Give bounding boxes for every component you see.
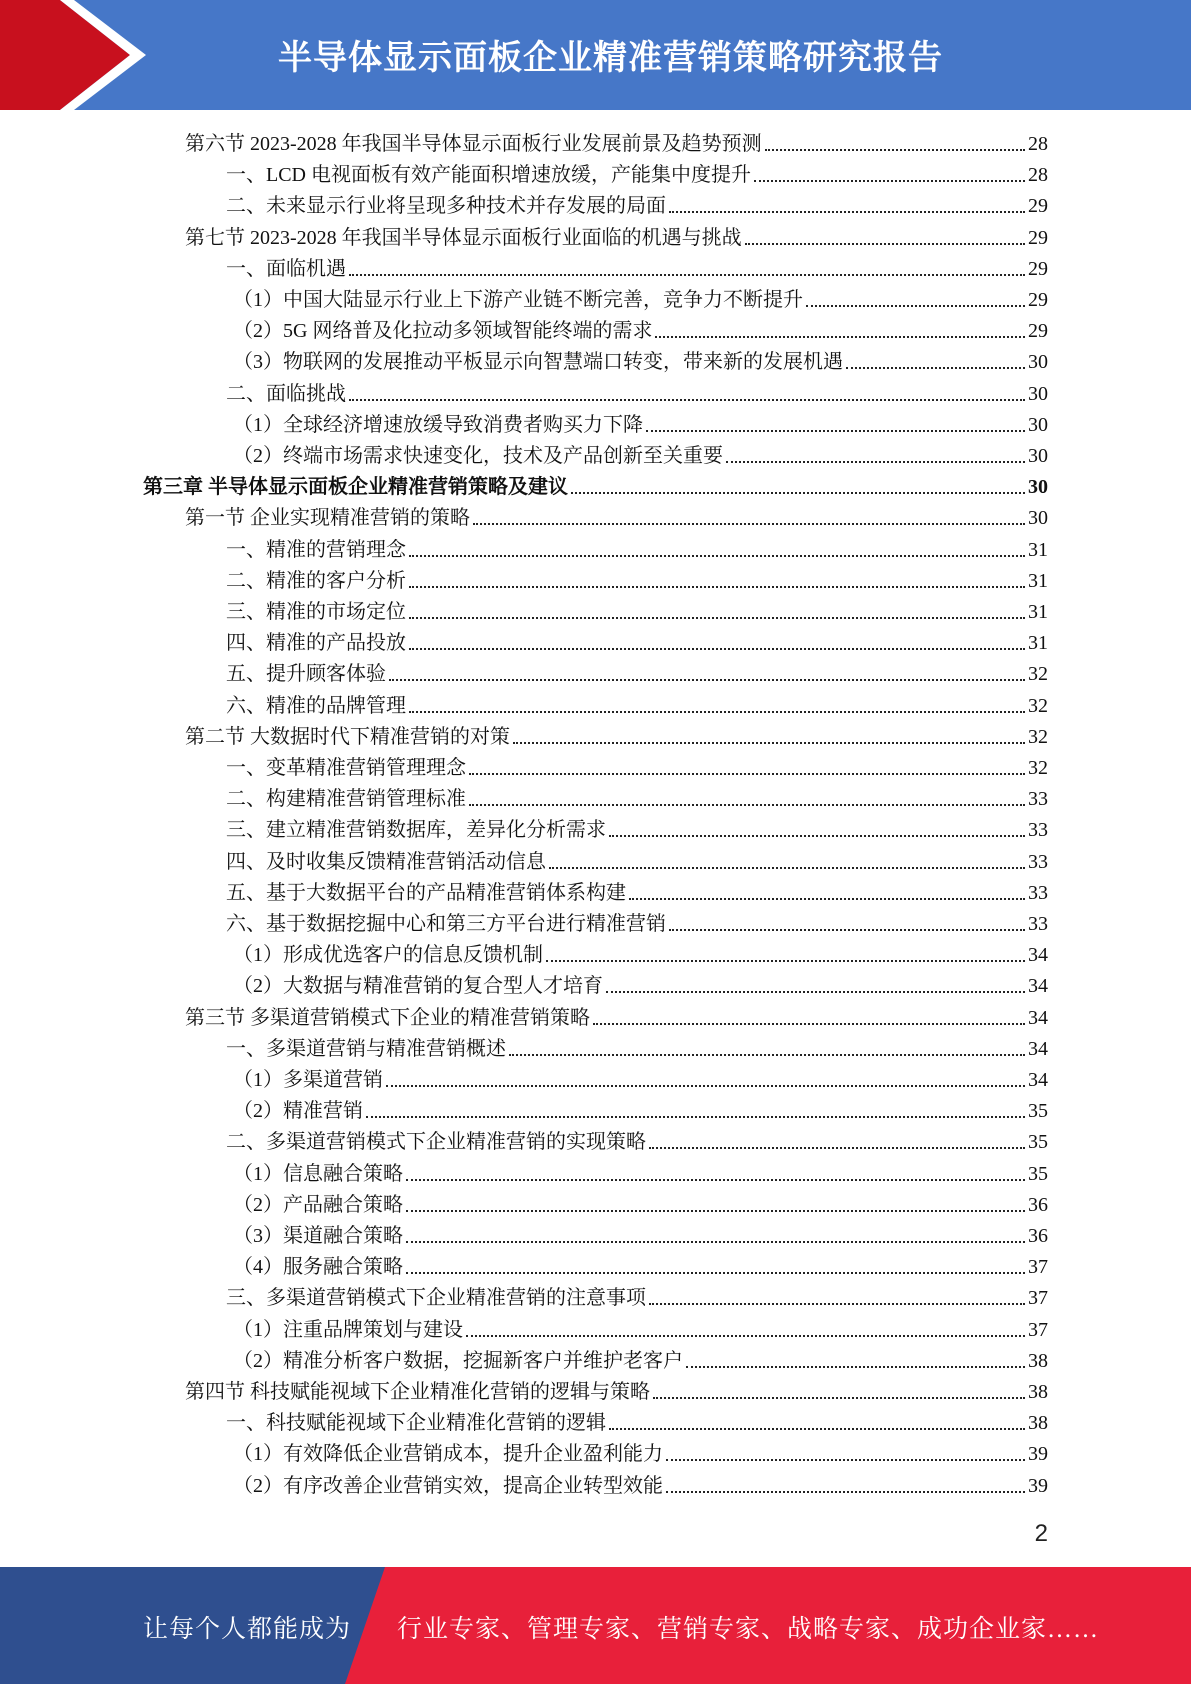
- toc-entry-title: 四、精准的产品投放: [226, 632, 406, 655]
- toc-entry[interactable]: [226, 564, 1048, 595]
- toc-dot-leader: [406, 1272, 1025, 1274]
- toc-entry-title: 二、构建精准营销管理标准: [226, 788, 466, 811]
- toc-entry-page: 31: [1028, 601, 1048, 623]
- toc-entry-page: 29: [1028, 257, 1048, 280]
- toc-entry[interactable]: [233, 1094, 1048, 1125]
- toc-entry[interactable]: [233, 314, 1048, 345]
- toc-entry-title: （1）中国大陆显示行业上下游产业链不断完善，竞争力不断提升: [233, 289, 803, 311]
- toc-entry[interactable]: [233, 1219, 1048, 1250]
- toc-entry[interactable]: [226, 1406, 1048, 1437]
- toc-dot-leader: [366, 1116, 1025, 1118]
- toc-entry[interactable]: [185, 127, 1048, 158]
- toc-entry-page: 31: [1028, 632, 1048, 655]
- toc-entry[interactable]: [233, 345, 1048, 376]
- toc-dot-leader: [406, 1241, 1025, 1243]
- toc-entry-page: 33: [1028, 881, 1048, 904]
- toc-dot-leader: [409, 648, 1025, 650]
- toc-entry[interactable]: [185, 221, 1048, 252]
- toc-entry[interactable]: [185, 720, 1048, 751]
- toc-dot-leader: [349, 274, 1025, 276]
- toc-dot-leader: [469, 804, 1025, 806]
- toc-entry-page: 30: [1028, 382, 1048, 405]
- toc-dot-leader: [609, 835, 1025, 837]
- toc-entry[interactable]: [226, 876, 1048, 907]
- toc-entry-page: 32: [1028, 663, 1048, 686]
- toc-entry-title: 三、精准的市场定位: [226, 601, 406, 623]
- toc-entry-title: 一、变革精准营销管理理念: [226, 757, 466, 779]
- toc-entry[interactable]: [226, 657, 1048, 688]
- toc-entry-page: 33: [1028, 788, 1048, 811]
- toc-entry-title: 四、及时收集反馈精准营销活动信息: [226, 850, 546, 873]
- toc-entry-page: 34: [1028, 1037, 1048, 1060]
- toc-dot-leader: [669, 211, 1025, 213]
- toc-entry-page: 38: [1028, 1349, 1048, 1372]
- toc-entry[interactable]: [226, 1125, 1048, 1156]
- toc-entry-page: 33: [1028, 850, 1048, 873]
- toc-entry[interactable]: [143, 470, 1048, 501]
- toc-entry-title: 第一节 企业实现精准营销的策略: [185, 507, 470, 530]
- toc-entry-title: 二、精准的客户分析: [226, 569, 406, 592]
- toc-dot-leader: [513, 742, 1025, 744]
- toc-entry-title: （3）物联网的发展推动平板显示向智慧端口转变，带来新的发展机遇: [233, 351, 843, 374]
- toc-entry-page: 34: [1028, 1069, 1048, 1091]
- toc-dot-leader: [609, 1428, 1025, 1430]
- toc-dot-leader: [409, 711, 1025, 713]
- toc-dot-leader: [389, 679, 1025, 681]
- toc-entry-title: 二、多渠道营销模式下企业精准营销的实现策略: [226, 1131, 646, 1154]
- toc-entry[interactable]: [233, 408, 1048, 439]
- toc-entry-title: 第二节 大数据时代下精准营销的对策: [185, 725, 510, 748]
- toc-dot-leader: [646, 430, 1025, 432]
- toc-entry-page: 31: [1028, 569, 1048, 592]
- toc-dot-leader: [549, 867, 1025, 869]
- toc-entry[interactable]: [233, 1063, 1048, 1094]
- toc-dot-leader: [473, 523, 1025, 525]
- toc-entry-title: 一、精准的营销理念: [226, 538, 406, 561]
- toc-entry-page: 30: [1028, 351, 1048, 374]
- toc-entry[interactable]: [226, 533, 1048, 564]
- toc-dot-leader: [349, 399, 1025, 401]
- toc-entry-title: （4）服务融合策略: [233, 1256, 403, 1279]
- toc-entry-title: （2）精准营销: [233, 1100, 363, 1123]
- toc-entry-title: （3）渠道融合策略: [233, 1225, 403, 1247]
- toc-entry-page: 30: [1028, 445, 1048, 467]
- toc-entry-page: 28: [1028, 133, 1048, 155]
- toc-entry-page: 29: [1028, 320, 1048, 343]
- toc-entry[interactable]: [226, 252, 1048, 283]
- footer-slogan-right: 行业专家、管理专家、营销专家、战略专家、成功企业家……: [397, 1616, 1100, 1643]
- toc-entry[interactable]: [185, 1375, 1048, 1406]
- toc-dot-leader: [546, 960, 1025, 962]
- toc-entry-page: 28: [1028, 164, 1048, 187]
- toc-entry-title: （2）有序改善企业营销实效，提高企业转型效能: [233, 1474, 663, 1497]
- toc-entry-title: 五、基于大数据平台的产品精准营销体系构建: [226, 881, 626, 904]
- toc-dot-leader: [593, 1023, 1025, 1025]
- toc-dot-leader: [649, 1147, 1025, 1149]
- toc-entry[interactable]: [226, 595, 1048, 626]
- toc-dot-leader: [726, 461, 1025, 463]
- toc-dot-leader: [571, 492, 1025, 494]
- toc-entry-title: 二、未来显示行业将呈现多种技术并存发展的局面: [226, 195, 666, 218]
- toc-dot-leader: [754, 180, 1025, 182]
- toc-entry-page: 34: [1028, 944, 1048, 967]
- toc-entry[interactable]: [233, 1469, 1048, 1500]
- toc-entry[interactable]: [233, 1437, 1048, 1468]
- toc-entry-title: 第七节 2023-2028 年我国半导体显示面板行业面临的机遇与挑战: [185, 226, 742, 249]
- toc-entry[interactable]: [226, 189, 1048, 220]
- toc-dot-leader: [606, 991, 1025, 993]
- toc-entry-title: （1）全球经济增速放缓导致消费者购买力下降: [233, 413, 643, 436]
- toc-entry-title: 五、提升顾客体验: [226, 663, 386, 686]
- toc-entry[interactable]: [233, 1250, 1048, 1281]
- toc-entry-title: 二、面临挑战: [226, 382, 346, 405]
- toc-entry-page: 37: [1028, 1256, 1048, 1279]
- toc-entry-page: 36: [1028, 1225, 1048, 1247]
- toc-dot-leader: [409, 586, 1025, 588]
- toc-entry-page: 31: [1028, 538, 1048, 561]
- toc-entry-page: 32: [1028, 757, 1048, 779]
- toc-entry-title: 一、科技赋能视域下企业精准化营销的逻辑: [226, 1412, 606, 1435]
- toc-entry-page: 29: [1028, 226, 1048, 249]
- toc-dot-leader: [669, 929, 1025, 931]
- toc-entry-title: 第四节 科技赋能视域下企业精准化营销的逻辑与策略: [185, 1381, 650, 1403]
- page-header: [0, 0, 1191, 110]
- toc-entry-title: （1）有效降低企业营销成本，提升企业盈利能力: [233, 1443, 663, 1466]
- toc-entry[interactable]: [233, 1344, 1048, 1375]
- toc-entry[interactable]: [226, 689, 1048, 720]
- toc-entry-page: 38: [1028, 1381, 1048, 1403]
- toc-dot-leader: [629, 898, 1025, 900]
- toc-entry-page: 33: [1028, 913, 1048, 935]
- toc-entry-title: （2）终端市场需求快速变化，技术及产品创新至关重要: [233, 445, 723, 467]
- toc-entry-page: 32: [1028, 694, 1048, 717]
- toc-entry-page: 39: [1028, 1474, 1048, 1497]
- toc-dot-leader: [653, 1397, 1025, 1399]
- toc-dot-leader: [846, 367, 1025, 369]
- toc-entry-page: 34: [1028, 975, 1048, 998]
- toc-entry[interactable]: [233, 1188, 1048, 1219]
- toc-entry[interactable]: [233, 1157, 1048, 1188]
- toc-dot-leader: [686, 1366, 1025, 1368]
- toc-entry-title: 三、建立精准营销数据库，差异化分析需求: [226, 819, 606, 842]
- toc-dot-leader: [655, 336, 1025, 338]
- toc-entry-title: 三、多渠道营销模式下企业精准营销的注意事项: [226, 1287, 646, 1310]
- toc-entry-title: 六、精准的品牌管理: [226, 694, 406, 717]
- toc-entry-page: 35: [1028, 1100, 1048, 1123]
- toc-dot-leader: [806, 305, 1025, 307]
- toc-entry[interactable]: [233, 439, 1048, 470]
- toc-entry-title: （2）5G 网络普及化拉动多领域智能终端的需求: [233, 320, 653, 343]
- toc-entry[interactable]: [233, 1313, 1048, 1344]
- toc-entry[interactable]: [226, 626, 1048, 657]
- toc-entry[interactable]: [226, 158, 1048, 189]
- toc-entry-page: 33: [1028, 819, 1048, 842]
- toc-entry-page: 32: [1028, 725, 1048, 748]
- toc-entry-page: 39: [1028, 1443, 1048, 1466]
- toc-dot-leader: [745, 243, 1025, 245]
- toc-entry-page: 35: [1028, 1131, 1048, 1154]
- toc-entry[interactable]: [233, 283, 1048, 314]
- toc-entry[interactable]: [185, 501, 1048, 532]
- toc-entry[interactable]: [226, 377, 1048, 408]
- toc-entry[interactable]: [233, 938, 1048, 969]
- toc-entry-page: 35: [1028, 1162, 1048, 1185]
- toc-entry[interactable]: [226, 907, 1048, 938]
- toc-dot-leader: [666, 1491, 1025, 1493]
- toc-entry-title: 六、基于数据挖掘中心和第三方平台进行精准营销: [226, 913, 666, 935]
- toc-entry-title: （1）形成优选客户的信息反馈机制: [233, 944, 543, 967]
- toc-entry[interactable]: [233, 969, 1048, 1000]
- page-footer: [0, 1567, 1191, 1684]
- toc-dot-leader: [765, 149, 1025, 151]
- toc-entry[interactable]: [226, 845, 1048, 876]
- toc-entry-title: 第三节 多渠道营销模式下企业的精准营销策略: [185, 1006, 590, 1029]
- toc-entry-title: 第三章 半导体显示面板企业精准营销策略及建议: [143, 476, 568, 499]
- toc-entry-page: 29: [1028, 195, 1048, 218]
- toc-entry-page: 38: [1028, 1412, 1048, 1435]
- toc-entry-page: 37: [1028, 1318, 1048, 1341]
- toc-entry-page: 29: [1028, 289, 1048, 311]
- toc-entry[interactable]: [185, 1001, 1048, 1032]
- toc-entry-title: 一、面临机遇: [226, 257, 346, 280]
- toc-entry-title: （2）大数据与精准营销的复合型人才培育: [233, 975, 603, 998]
- toc-dot-leader: [666, 1459, 1025, 1461]
- toc-entry[interactable]: [226, 1281, 1048, 1312]
- toc-entry-page: 30: [1028, 507, 1048, 530]
- toc-entry[interactable]: [226, 751, 1048, 782]
- toc-entry-page: 30: [1028, 476, 1048, 499]
- footer-slogan-left: 让每个人都能成为: [143, 1616, 352, 1643]
- toc-dot-leader: [409, 555, 1025, 557]
- toc-entry-title: 第六节 2023-2028 年我国半导体显示面板行业发展前景及趋势预测: [185, 133, 762, 155]
- toc-entry[interactable]: [226, 1032, 1048, 1063]
- toc-entry-title: （1）注重品牌策划与建设: [233, 1318, 463, 1341]
- toc-dot-leader: [469, 773, 1025, 775]
- toc-entry-page: 34: [1028, 1006, 1048, 1029]
- toc-entry[interactable]: [226, 813, 1048, 844]
- toc-dot-leader: [386, 1085, 1025, 1087]
- toc-entry-title: （2）精准分析客户数据，挖掘新客户并维护老客户: [233, 1349, 683, 1372]
- toc-dot-leader: [409, 617, 1025, 619]
- toc-dot-leader: [649, 1303, 1025, 1305]
- toc-entry-title: （1）多渠道营销: [233, 1069, 383, 1091]
- toc-entry-page: 30: [1028, 413, 1048, 436]
- toc-entry-title: 一、LCD 电视面板有效产能面积增速放缓，产能集中度提升: [226, 164, 751, 187]
- toc-entry-title: （1）信息融合策略: [233, 1162, 403, 1185]
- toc-entry-title: 一、多渠道营销与精准营销概述: [226, 1037, 506, 1060]
- toc-entry-page: 37: [1028, 1287, 1048, 1310]
- page-number: 2: [1034, 1520, 1048, 1547]
- toc-dot-leader: [509, 1054, 1025, 1056]
- toc-entry-page: 36: [1028, 1193, 1048, 1216]
- toc-entry-title: （2）产品融合策略: [233, 1193, 403, 1216]
- toc-dot-leader: [406, 1210, 1025, 1212]
- toc-dot-leader: [406, 1179, 1025, 1181]
- toc-entry[interactable]: [226, 782, 1048, 813]
- toc-dot-leader: [466, 1335, 1025, 1337]
- report-title: 半导体显示面板企业精准营销策略研究报告: [278, 38, 943, 78]
